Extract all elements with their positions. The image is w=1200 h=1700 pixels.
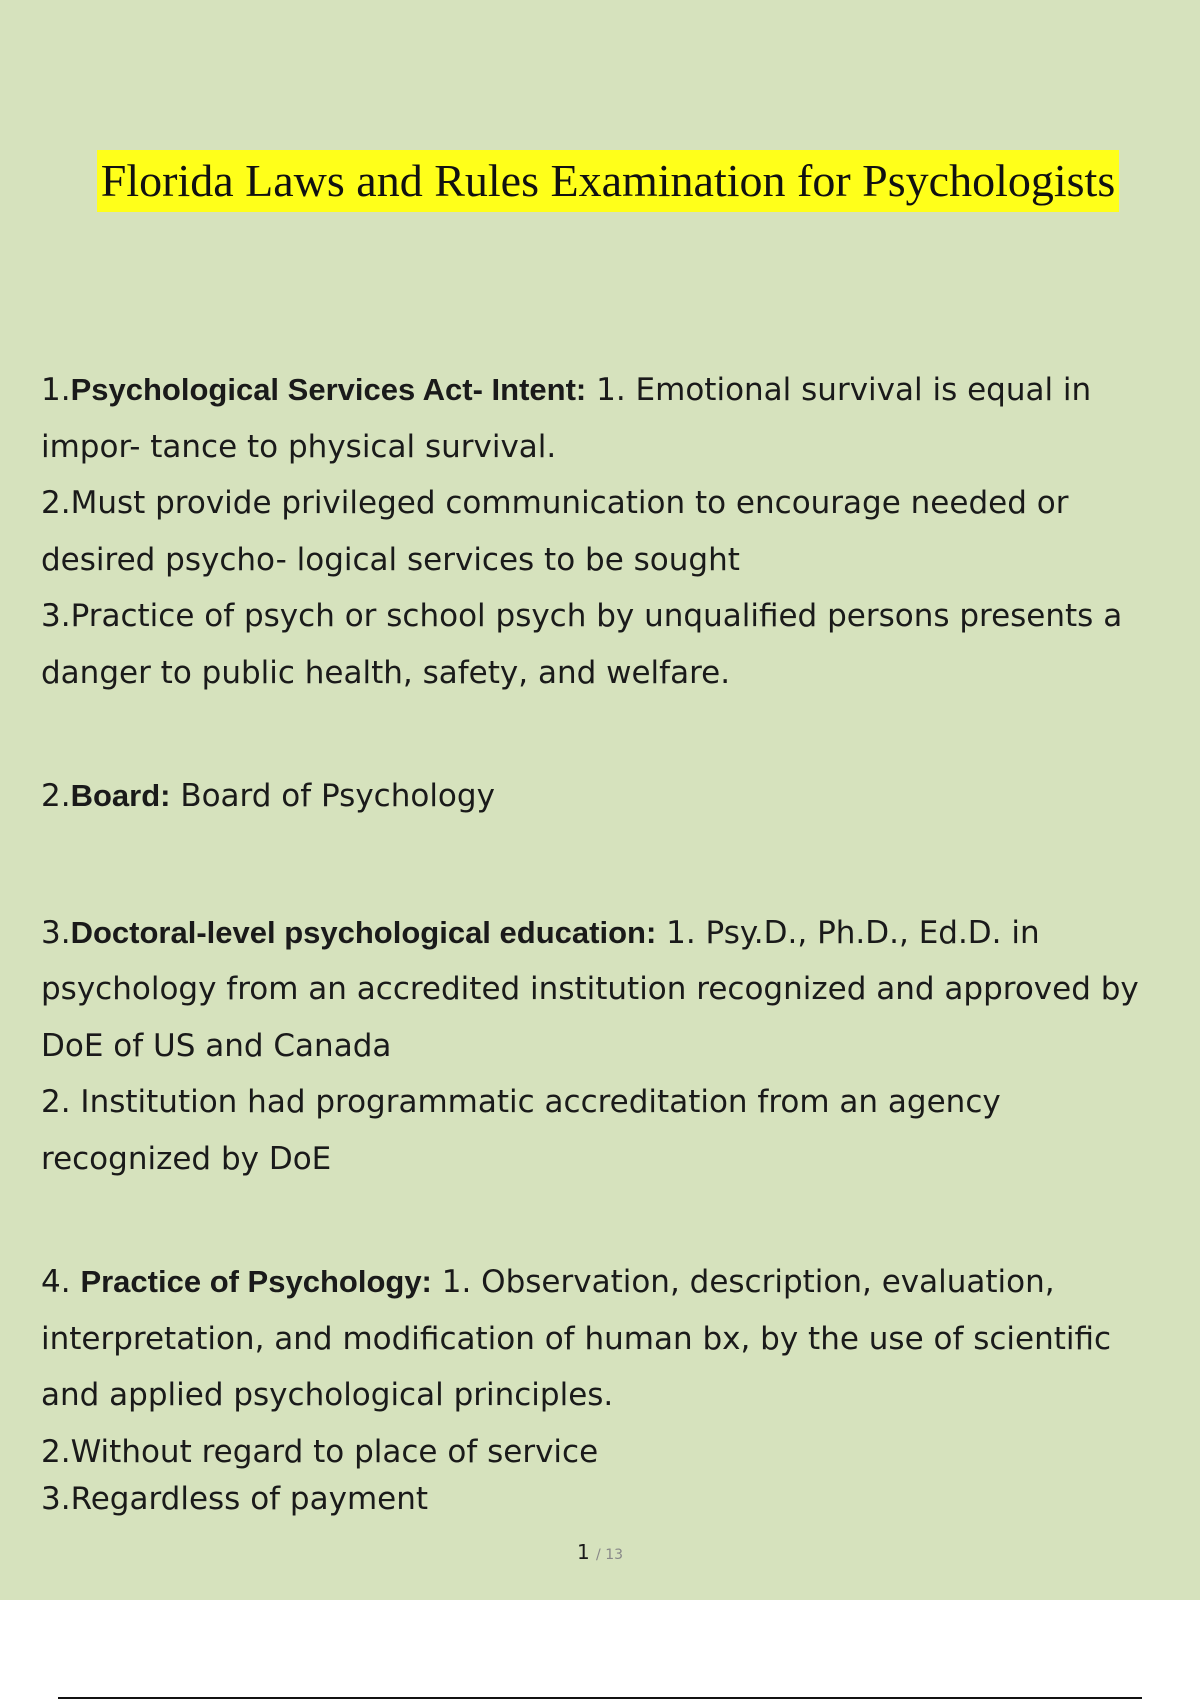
- document-body: [41, 362, 1191, 1519]
- entry-text: recognized by DoE: [41, 1140, 332, 1177]
- entry-number: 2.: [41, 778, 71, 814]
- entry-text: psychology from an accredited institution recognized and approved by: [41, 971, 1139, 1007]
- entry-text: interpretation, and modification of human bx, by the use of scientific: [41, 1320, 1112, 1357]
- entry-line: [41, 768, 1191, 825]
- next-page-rule: [58, 1697, 1142, 1699]
- entry-psychological-services-act: [41, 362, 1191, 701]
- document-title: Florida Laws and Rules Examination for Psychologists: [97, 150, 1119, 212]
- entry-text: 3.Practice of psych or school psych by unqualified persons presents a: [41, 598, 1123, 634]
- entry-text: 1. Emotional survival is equal in: [586, 372, 1092, 408]
- title-wrapper: [0, 150, 1200, 212]
- entry-term: Practice of Psychology:: [80, 1264, 432, 1299]
- entry-text: DoE of US and Canada: [41, 1027, 392, 1064]
- entry-text: 1. Psy.D., Ph.D., Ed.D. in: [656, 914, 1040, 951]
- entry-line: [41, 905, 1191, 962]
- page-total: / 13: [596, 1547, 624, 1563]
- entry-text: 1. Observation, description, evaluation,: [431, 1264, 1055, 1300]
- entry-term: Psychological Services Act- Intent:: [70, 372, 587, 407]
- entry-text: danger to public health, safety, and welfare.: [41, 654, 731, 691]
- page-number: 1: [576, 1540, 590, 1564]
- entry-text: impor- tance to physical survival.: [41, 428, 557, 465]
- entry-term: Doctoral-level psychological education:: [70, 914, 657, 950]
- entry-text: 3.Regardless of payment: [41, 1481, 429, 1517]
- entry-line: [41, 362, 1191, 419]
- entry-doctoral-education: [41, 905, 1191, 1188]
- entry-line: [41, 1254, 1191, 1311]
- entry-number: 1.: [41, 372, 71, 408]
- entry-number: 4.: [41, 1264, 81, 1300]
- entry-term: Board:: [70, 778, 171, 813]
- entry-text: 2. Institution had programmatic accreditation from an agency: [41, 1084, 1001, 1120]
- entry-text: and applied psychological principles.: [41, 1377, 614, 1413]
- entry-text: Board of Psychology: [170, 778, 495, 814]
- page-indicator: [0, 1540, 1200, 1564]
- entry-number: 3.: [41, 914, 71, 951]
- entry-practice-of-psychology: [41, 1254, 1191, 1519]
- entry-board: [41, 768, 1191, 825]
- entry-text: 2.Without regard to place of service: [41, 1433, 599, 1470]
- entry-text: 2.Must provide privileged communication to encourage needed or: [41, 485, 1069, 521]
- entry-text: desired psycho- logical services to be sought: [41, 541, 740, 578]
